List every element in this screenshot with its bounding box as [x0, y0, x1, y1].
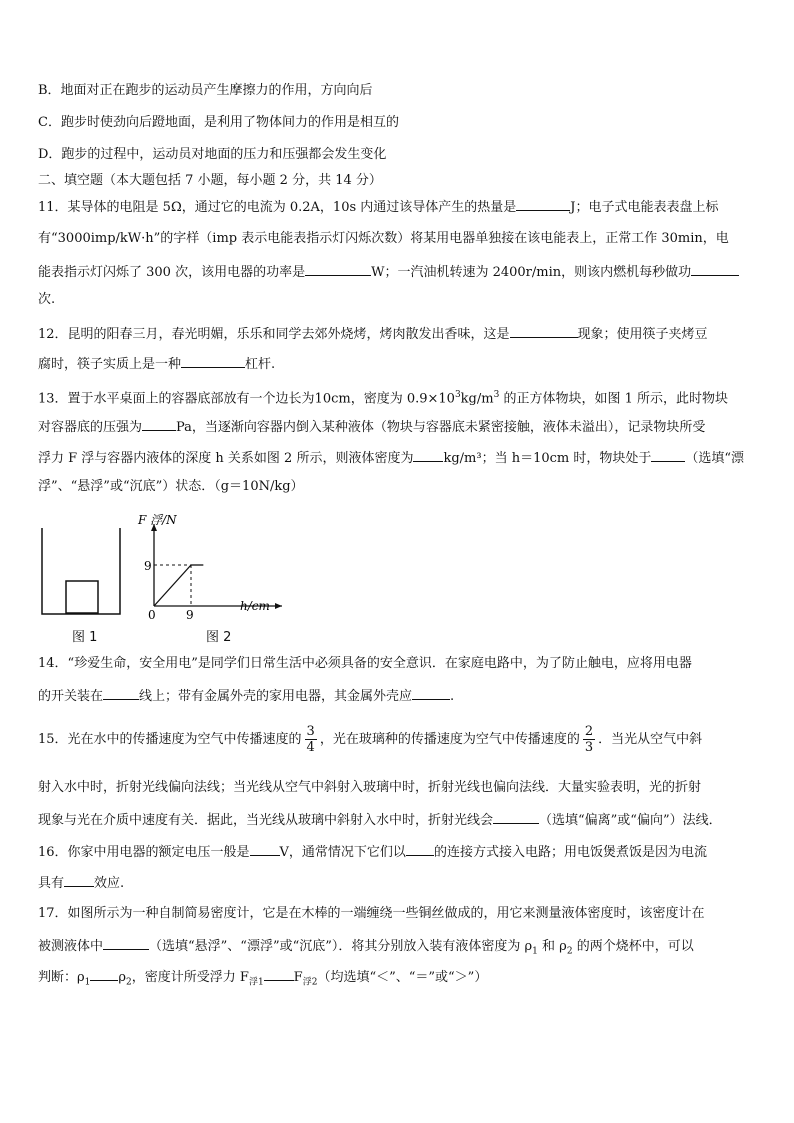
- q13-sup: 3: [454, 390, 461, 400]
- fraction-numerator: 2: [584, 724, 594, 739]
- figure-2-label: 图 2: [206, 630, 232, 645]
- q12-text: 现象；使用筷子夹烤豆: [577, 327, 708, 342]
- x-axis-label: h/cm: [240, 599, 270, 613]
- q11-text: 能表指示灯闪烁了 300 次，该用电器的功率是: [38, 265, 306, 280]
- q17-line1: 17．如图所示为一种自制简易密度计，它是在木棒的一端缠绕一些铜丝做成的，用它来测量液体密度时，该密度计在: [38, 906, 705, 921]
- q17-text: F: [293, 970, 303, 985]
- q14-text: 的开关装在: [38, 689, 104, 704]
- q11-line4: 次.: [38, 292, 56, 307]
- q15-text: （选填“偏离”或“偏向”）法线．: [539, 813, 722, 828]
- q17-text: 和 ρ: [537, 939, 567, 954]
- answer-blank[interactable]: [103, 687, 139, 700]
- q15-line2: 射入水中时，折射光线偏向法线；当光线从空气中斜射入玻璃中时，折射光线也偏向法线．大量实验表明，光的折射: [38, 780, 702, 795]
- q15-text: ．当光从空气中斜: [598, 732, 703, 747]
- y-tick-label: 9: [144, 559, 152, 573]
- q16-line1: [38, 843, 758, 861]
- q17-sub: 1: [84, 977, 91, 988]
- q15-text: ，光在玻璃种的传播速度为空气中传播速度的: [319, 732, 580, 747]
- answer-blank[interactable]: [250, 843, 280, 856]
- x-axis-arrow: [275, 603, 282, 609]
- q17-text: （均选填“＜”、“＝”或“＞”）: [317, 970, 488, 985]
- answer-blank[interactable]: [516, 198, 570, 211]
- answer-blank[interactable]: [181, 355, 245, 368]
- fraction-denominator: 4: [306, 740, 315, 755]
- q13-text: 的正方体物块，如图 1 所示，此时物块: [499, 391, 728, 407]
- q16-line2: [38, 874, 758, 892]
- q11-text: W；一汽油机转速为 2400r/min，则该内燃机每秒做功: [371, 265, 692, 280]
- option-b: B．地面对正在跑步的运动员产生摩擦力的作用，方向向后: [38, 83, 373, 98]
- q16-text: V，通常情况下它们以: [279, 845, 406, 860]
- fraction-denominator: 3: [584, 740, 594, 755]
- q12-text: 12．昆明的阳春三月，春光明媚，乐乐和同学去郊外烧烤，烤肉散发出香味，这是: [38, 327, 510, 342]
- answer-blank[interactable]: [510, 325, 578, 338]
- q13-text: （选填“漂: [685, 451, 745, 466]
- q17-line2: [38, 937, 758, 960]
- q11-text: J；电子式电能表表盘上标: [570, 200, 719, 215]
- answer-blank[interactable]: [64, 874, 94, 887]
- q15-text: 15．光在水中的传播速度为空气中传播速度的: [38, 732, 302, 747]
- answer-blank[interactable]: [493, 811, 539, 824]
- q11-text: 11．某导体的电阻是 5Ω，通过它的电流为 0.2A，10s 内通过该导体产生的热量是: [38, 200, 517, 215]
- q12-line1: [38, 325, 758, 343]
- q11-line3: [38, 263, 758, 281]
- section-title: 二、填空题（本大题包括 7 小题，每小题 2 分，共 14 分）: [38, 173, 382, 188]
- q13-text: 13．置于水平桌面上的容器底部放有一个边长为10cm，密度为 0.9×10: [38, 391, 455, 407]
- q17-sub: 2: [566, 946, 573, 957]
- answer-blank[interactable]: [142, 418, 176, 431]
- container-outline: [42, 528, 120, 614]
- cube-block: [66, 581, 98, 613]
- q14-line2: [38, 687, 758, 705]
- q13-text: kg/m³；当 h＝10cm 时，物块处于: [443, 451, 652, 466]
- q17-line3: [38, 968, 758, 991]
- answer-blank[interactable]: [413, 449, 443, 462]
- q13-line4: 浮”、“悬浮”或“沉底”）状态．（g＝10N/kg）: [38, 479, 304, 494]
- q12-text: 杠杆.: [245, 357, 276, 372]
- q13-line1: [38, 387, 758, 407]
- answer-blank[interactable]: [691, 263, 739, 276]
- q17-sub: 2: [126, 977, 132, 988]
- fraction-2-3: [583, 724, 595, 755]
- q13-text: 对容器底的压强为: [38, 420, 143, 435]
- q14-text: 线上；带有金属外壳的家用电器，其金属外壳应: [139, 689, 413, 704]
- option-c: C．跑步时使劲向后蹬地面，是利用了物体间力的作用是相互的: [38, 115, 399, 130]
- series-segment: [154, 565, 191, 606]
- answer-blank[interactable]: [264, 968, 294, 981]
- q11-line2: 有“3000imp/kW·h”的字样（imp 表示电能表指示灯闪烁次数）将某用电器单独接在该电能表上，正常工作 30min，电: [38, 231, 729, 246]
- q16-text: 具有: [38, 876, 65, 891]
- answer-blank[interactable]: [406, 843, 434, 856]
- q11-line1: [38, 198, 758, 216]
- q13-text: Pa，当逐渐向容器内倒入某种液体（物块与容器底未紧密接触，液体未溢出），记录物块所受: [176, 420, 706, 435]
- fraction-numerator: 3: [306, 724, 315, 739]
- q13-text: kg/m: [460, 391, 494, 407]
- q15-line3: [38, 811, 758, 829]
- q13-line3: [38, 449, 758, 467]
- q17-text: （选填“悬浮”、“漂浮”或“沉底”）．将其分别放入装有液体密度为 ρ: [149, 939, 533, 954]
- option-d: D．跑步的过程中，运动员对地面的压力和压强都会发生变化: [38, 147, 387, 162]
- q14-line1: 14．“珍爱生命，安全用电”是同学们日常生活中必须具备的安全意识．在家庭电路中，为了防止触电，应将用电器: [38, 656, 692, 671]
- figure-1-container: [36, 526, 128, 618]
- q17-sub: 1: [532, 946, 538, 957]
- figure-1-label: 图 1: [72, 630, 98, 645]
- q16-text: 16．你家中用电器的额定电压一般是: [38, 845, 250, 860]
- answer-blank[interactable]: [412, 687, 450, 700]
- fraction-3-4: [305, 724, 317, 755]
- q17-text: ρ: [118, 970, 127, 985]
- q17-text: 的两个烧杯中，可以: [572, 939, 694, 954]
- q16-text: 的连接方式接入电路；用电饭煲煮饭是因为电流: [433, 845, 707, 860]
- q17-sub: 浮1: [248, 977, 264, 988]
- q15-text: 现象与光在介质中速度有关．据此，当光线从玻璃中斜射入水中时，折射光线会: [38, 813, 494, 828]
- q15-line1: [38, 723, 758, 757]
- origin-label: 0: [148, 608, 156, 622]
- q17-text: 判断：ρ: [38, 970, 85, 985]
- q16-text: 效应.: [94, 876, 125, 891]
- x-tick-label: 9: [186, 608, 194, 622]
- q13-sup: 3: [493, 390, 500, 400]
- q17-text: ，密度计所受浮力 F: [131, 970, 249, 985]
- answer-blank[interactable]: [651, 449, 685, 462]
- q13-text: 浮力 F 浮与容器内液体的深度 h 关系如图 2 所示，则液体密度为: [38, 451, 414, 466]
- y-axis-label: F 浮/N: [138, 513, 177, 527]
- q12-line2: [38, 355, 758, 373]
- q17-text: 被测液体中: [38, 939, 104, 954]
- q13-line2: [38, 418, 758, 436]
- q17-sub: 浮2: [302, 977, 318, 988]
- figure-2-graph: [136, 506, 286, 622]
- answer-blank[interactable]: [305, 263, 371, 276]
- answer-blank[interactable]: [103, 937, 149, 950]
- q14-text: .: [450, 689, 455, 704]
- answer-blank[interactable]: [90, 968, 118, 981]
- q12-text: 腐时，筷子实质上是一种: [38, 357, 182, 372]
